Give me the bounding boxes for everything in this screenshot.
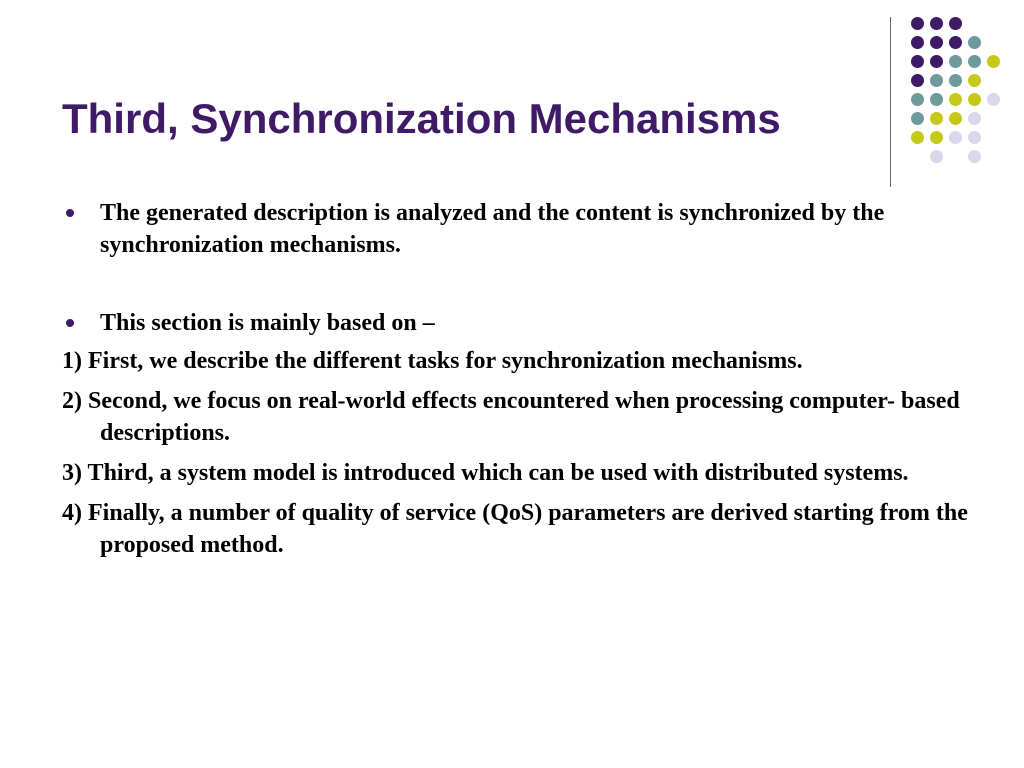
decorative-dot — [911, 131, 924, 144]
decorative-dot — [949, 17, 962, 30]
bullet-dot-icon — [66, 209, 74, 217]
decorative-dot — [930, 74, 943, 87]
title-divider-line — [890, 17, 891, 187]
decorative-dot — [968, 36, 981, 49]
decorative-dot — [930, 150, 943, 163]
decorative-dot — [968, 55, 981, 68]
numbered-item: 1) First, we describe the different tasks for synchronization mechanisms. — [62, 348, 803, 374]
bullet-item — [62, 197, 982, 261]
decorative-dot — [968, 93, 981, 106]
bullet-item — [62, 307, 982, 339]
bullet-dot-icon — [66, 319, 74, 327]
decorative-dot — [911, 55, 924, 68]
decorative-dot — [968, 150, 981, 163]
numbered-item: 4) Finally, a number of quality of service (QoS) parameters are derived starting from the proposed method. — [62, 500, 968, 558]
bullet-spacer — [62, 261, 982, 307]
decorative-dot — [930, 131, 943, 144]
decorative-dot — [968, 112, 981, 125]
decorative-dot — [911, 112, 924, 125]
decorative-dot — [911, 17, 924, 30]
decorative-dot — [987, 93, 1000, 106]
decorative-dot — [911, 36, 924, 49]
decorative-dot — [949, 131, 962, 144]
decorative-dot — [930, 112, 943, 125]
slide-title: Third, Synchronization Mechanisms — [62, 95, 781, 142]
numbered-item: 3) Third, a system model is introduced which can be used with distributed systems. — [62, 460, 909, 486]
bullet-text: The generated description is analyzed and the content is synchronized by the synchronization mechanisms. — [100, 200, 885, 258]
decorative-dot — [949, 112, 962, 125]
decorative-dot — [968, 131, 981, 144]
slide-body — [62, 197, 982, 569]
decorative-dot — [930, 55, 943, 68]
decorative-dot — [930, 36, 943, 49]
decorative-dot — [911, 93, 924, 106]
decorative-dot — [987, 55, 1000, 68]
bullet-text: This section is mainly based on – — [100, 310, 435, 336]
numbered-item: 2) Second, we focus on real-world effects encountered when processing computer- based descriptions. — [62, 388, 960, 446]
decorative-dot — [949, 55, 962, 68]
decorative-dot — [930, 93, 943, 106]
decorative-dot — [949, 36, 962, 49]
decorative-dot — [930, 17, 943, 30]
decorative-dot — [968, 74, 981, 87]
decorative-dot — [949, 74, 962, 87]
decorative-dot — [949, 93, 962, 106]
decorative-dot — [911, 74, 924, 87]
